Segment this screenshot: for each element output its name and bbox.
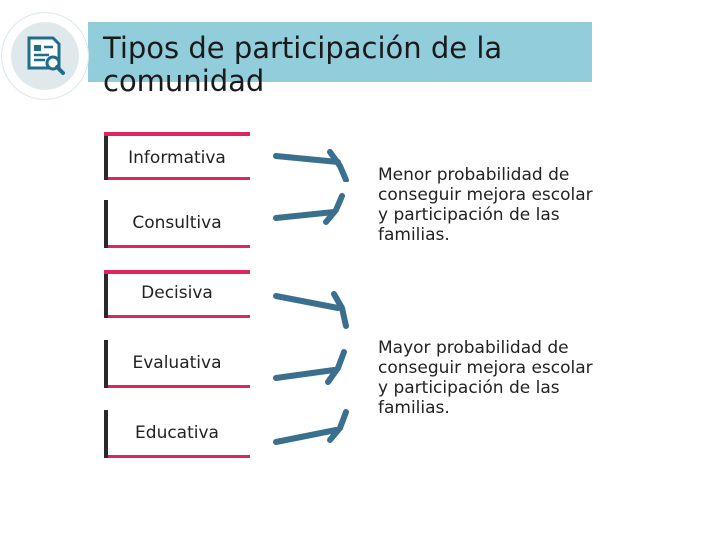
arrow-right-icon [272,192,354,226]
description-low: Menor probabilidad de conseguir mejora escolar y participación de las familias. [378,165,593,245]
type-label: Decisiva [141,283,213,303]
type-box-informativa [104,132,250,180]
type-box-consultiva [104,200,250,248]
type-box-educativa [104,410,250,458]
arrow-right-icon [272,148,354,182]
type-label: Consultiva [132,213,222,233]
type-label: Evaluativa [132,353,222,373]
type-box-decisiva [104,270,250,318]
type-label: Informativa [128,148,226,168]
page-title: Tipos de participación de la comunidad [103,31,503,98]
document-search-icon [23,34,67,78]
logo [2,13,88,99]
arrow-right-icon [272,408,354,446]
description-high: Mayor probabilidad de conseguir mejora escolar y participación de las familias. [378,338,593,418]
arrow-right-icon [272,290,354,330]
arrow-right-icon [272,348,354,386]
type-label: Educativa [135,423,219,443]
type-box-evaluativa [104,340,250,388]
